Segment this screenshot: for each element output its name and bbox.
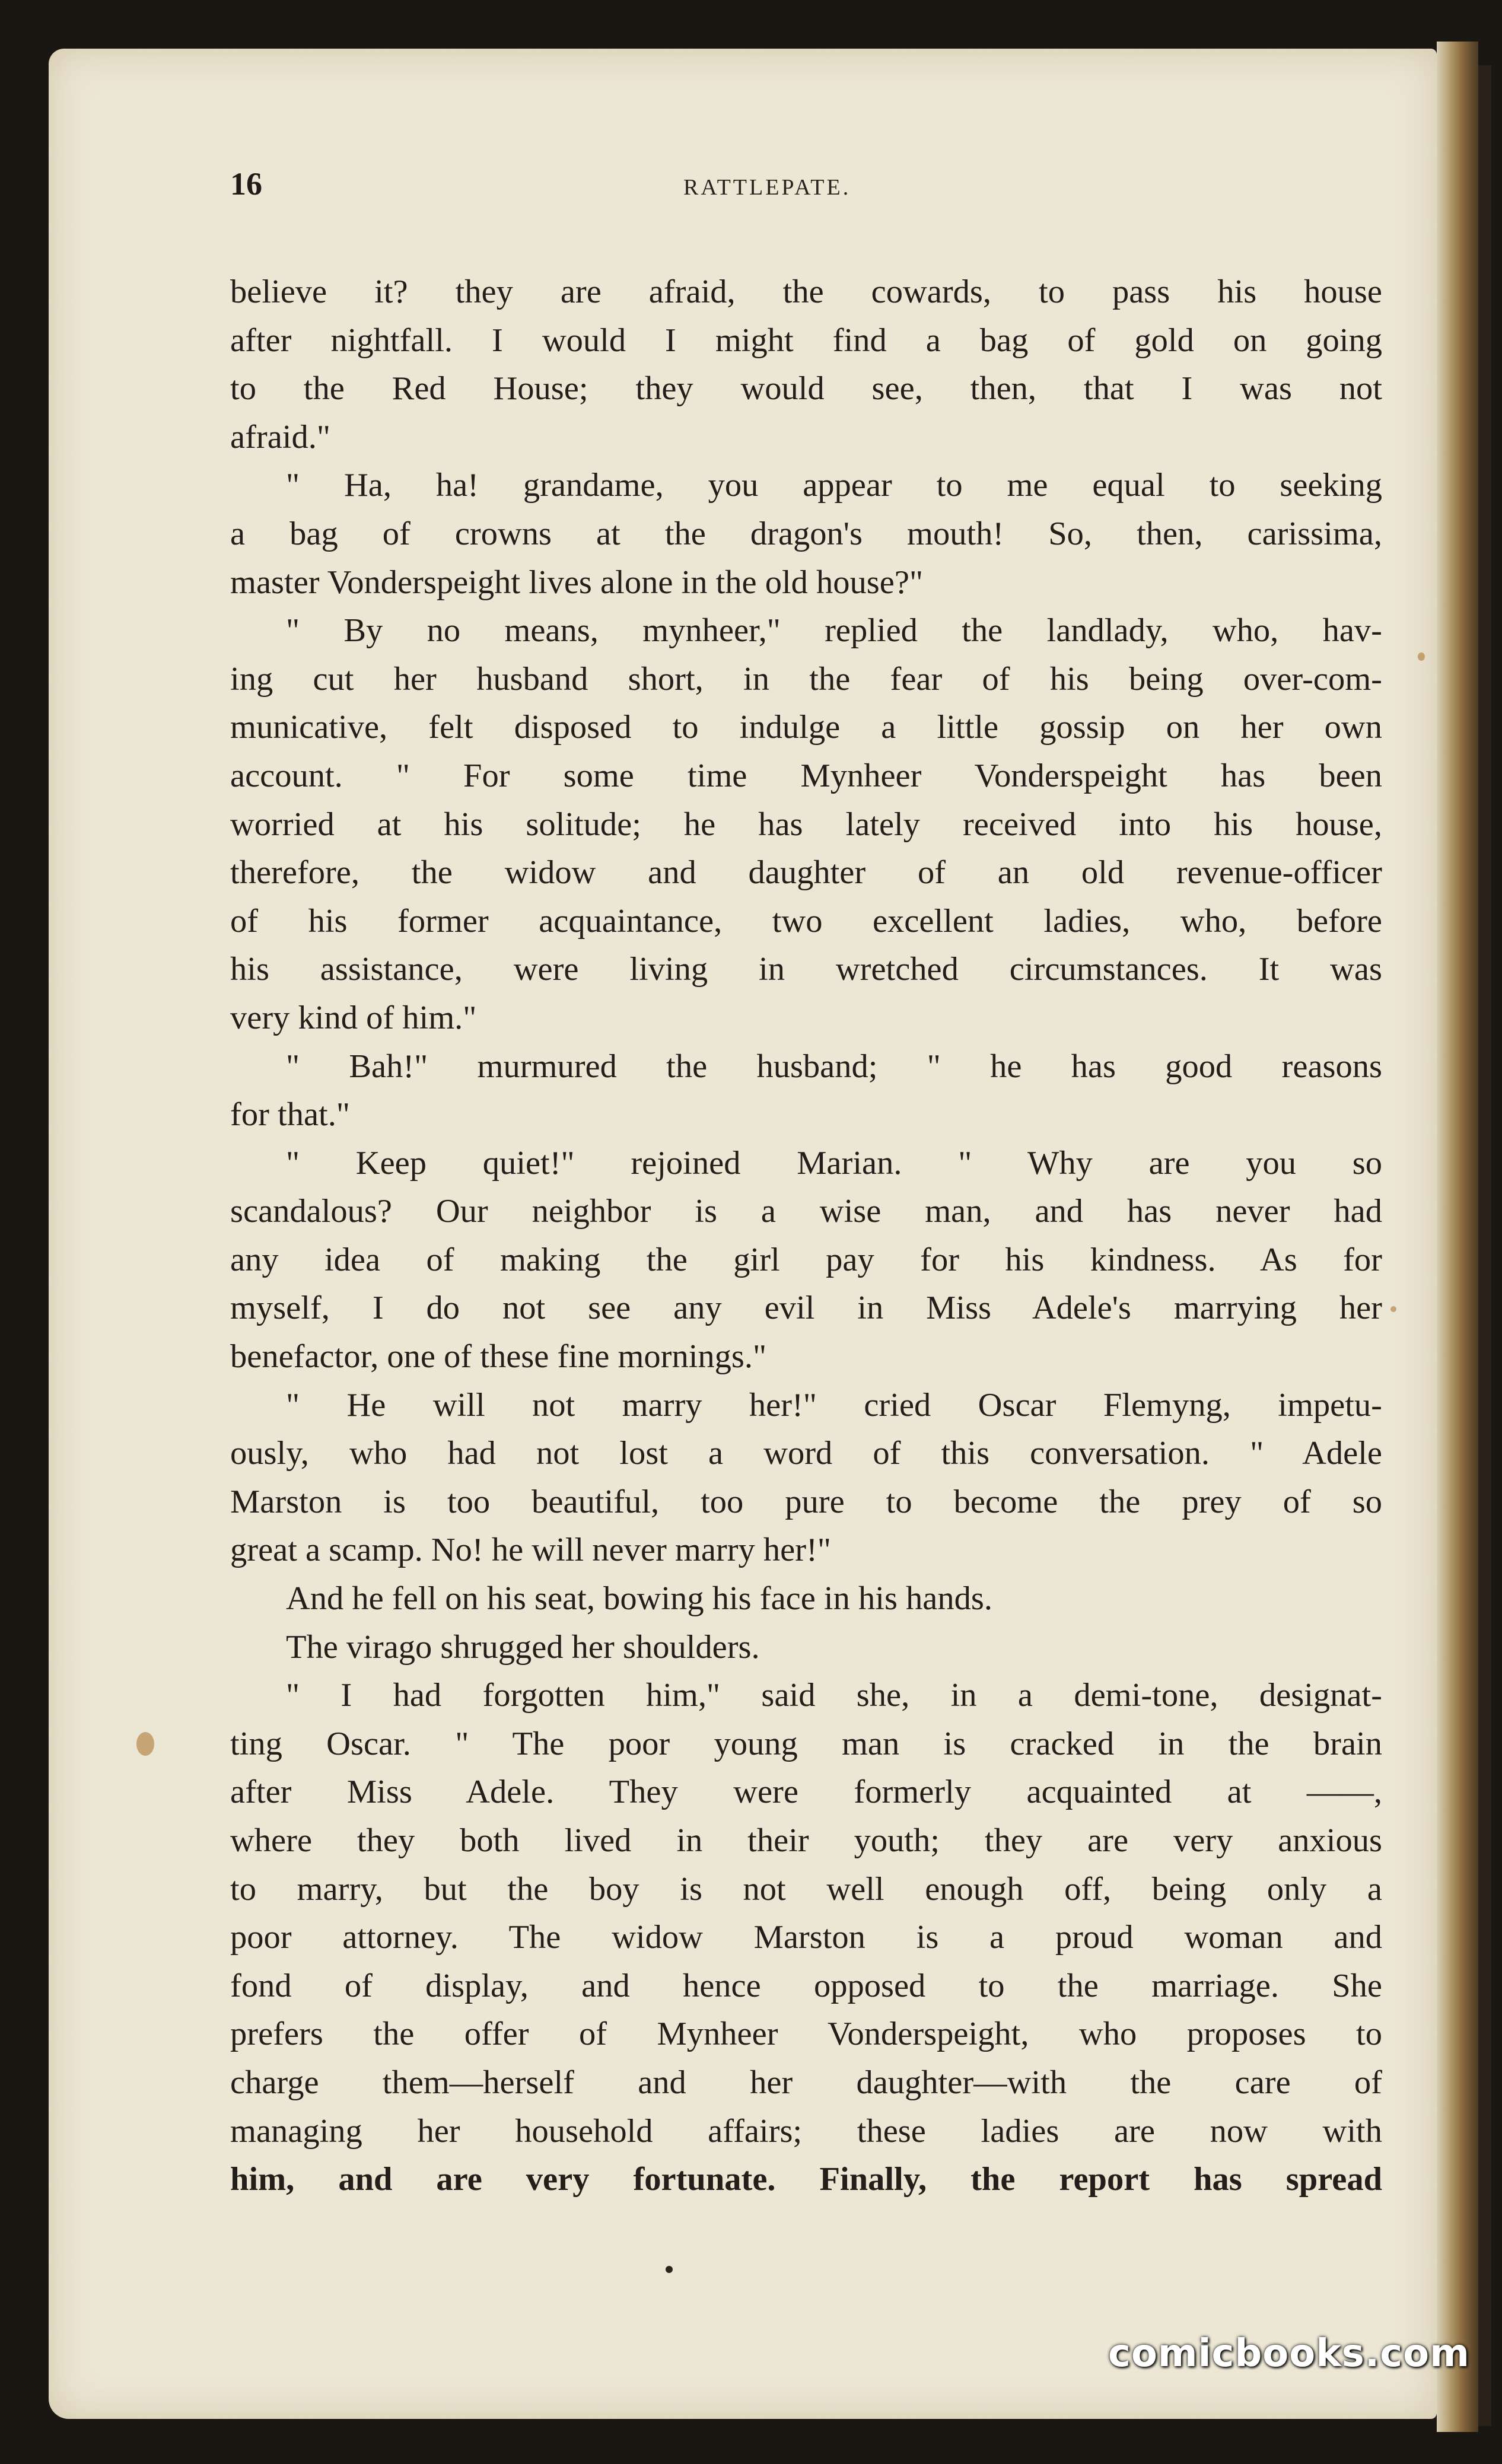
book-edge (1478, 65, 1491, 2426)
text-line: ing cut her husband short, in the fear of his being over-com- (230, 660, 1382, 698)
text-line: prefers the offer of Mynheer Vonderspeight, who proposes to (230, 2016, 1382, 2053)
text-line: him, and are very fortunate. Finally, the report has spread (230, 2161, 1382, 2198)
text-line: " Ha, ha! grandame, you appear to me equal to seeking (286, 467, 1382, 504)
text-line: any idea of making the girl pay for his kindness. As for (230, 1241, 1382, 1278)
text-line: " He will not marry her!" cried Oscar Flemyng, impetu- (286, 1386, 1382, 1424)
text-line: great a scamp. No! he will never marry her!" (230, 1532, 831, 1569)
text-line: " By no means, mynheer," replied the landlady, who, hav- (286, 612, 1382, 650)
text-line: benefactor, one of these fine mornings." (230, 1338, 767, 1376)
text-line: fond of display, and hence opposed to the marriage. She (230, 1967, 1382, 2004)
text-line: master Vonderspeight lives alone in the old house?" (230, 564, 924, 601)
text-line: to marry, but the boy is not well enough off, being only a (230, 1870, 1382, 1908)
text-line: to the Red House; they would see, then, that I was not (230, 370, 1382, 408)
foxing-spot (1418, 652, 1425, 661)
text-line: scandalous? Our neighbor is a wise man, and has never had (230, 1193, 1382, 1230)
text-line: account. " For some time Mynheer Vonderspeight has been (230, 757, 1382, 794)
foxing-spot (1390, 1306, 1396, 1312)
text-line: where they both lived in their youth; they are very anxious (230, 1822, 1382, 1859)
text-line: managing her household affairs; these ladies are now with (230, 2112, 1382, 2150)
text-line: myself, I do not see any evil in Miss Adele's marrying her (230, 1290, 1382, 1327)
text-line: believe it? they are afraid, the cowards, to pass his house (230, 273, 1382, 310)
running-title: RATTLEPATE. (683, 175, 851, 200)
text-line: Marston is too beautiful, too pure to become the prey of so (230, 1483, 1382, 1520)
text-line: " Bah!" murmured the husband; " he has good reasons (286, 1048, 1382, 1085)
body-text (230, 268, 1382, 2204)
text-line: poor attorney. The widow Marston is a proud woman and (230, 1919, 1382, 1956)
page-spine (1437, 42, 1478, 2432)
page-number: 16 (230, 166, 262, 202)
text-line: charge them—herself and her daughter—with the care of (230, 2064, 1382, 2101)
text-line: " I had forgotten him," said she, in a demi-tone, designat- (286, 1677, 1382, 1714)
text-line: after Miss Adele. They were formerly acquainted at ——, (230, 1774, 1382, 1811)
text-line: ously, who had not lost a word of this conversation. " Adele (230, 1435, 1382, 1472)
text-line: after nightfall. I would I might find a bag of gold on going (230, 321, 1382, 359)
watermark: comicbooks.com (1108, 2332, 1470, 2376)
text-line: The virago shrugged her shoulders. (286, 1628, 760, 1666)
text-line: municative, felt disposed to indulge a little gossip on her own (230, 709, 1382, 746)
text-line: of his former acquaintance, two excellent ladies, who, before (230, 902, 1382, 940)
text-line: his assistance, were living in wretched circumstances. It was (230, 951, 1382, 988)
text-line: " Keep quiet!" rejoined Marian. " Why are you so (286, 1144, 1382, 1182)
text-line: worried at his solitude; he has lately received into his house, (230, 806, 1382, 843)
text-line: And he fell on his seat, bowing his face in his hands. (286, 1580, 992, 1618)
foxing-spot (136, 1732, 154, 1756)
text-line: for that." (230, 1096, 350, 1134)
text-line: a bag of crowns at the dragon's mouth! So, then, carissima, (230, 515, 1382, 552)
printer-mark (666, 2266, 673, 2273)
text-line: therefore, the widow and daughter of an old revenue-officer (230, 854, 1382, 892)
text-line: ting Oscar. " The poor young man is cracked in the brain (230, 1725, 1382, 1762)
text-line: afraid." (230, 418, 330, 456)
text-line: very kind of him." (230, 999, 477, 1036)
